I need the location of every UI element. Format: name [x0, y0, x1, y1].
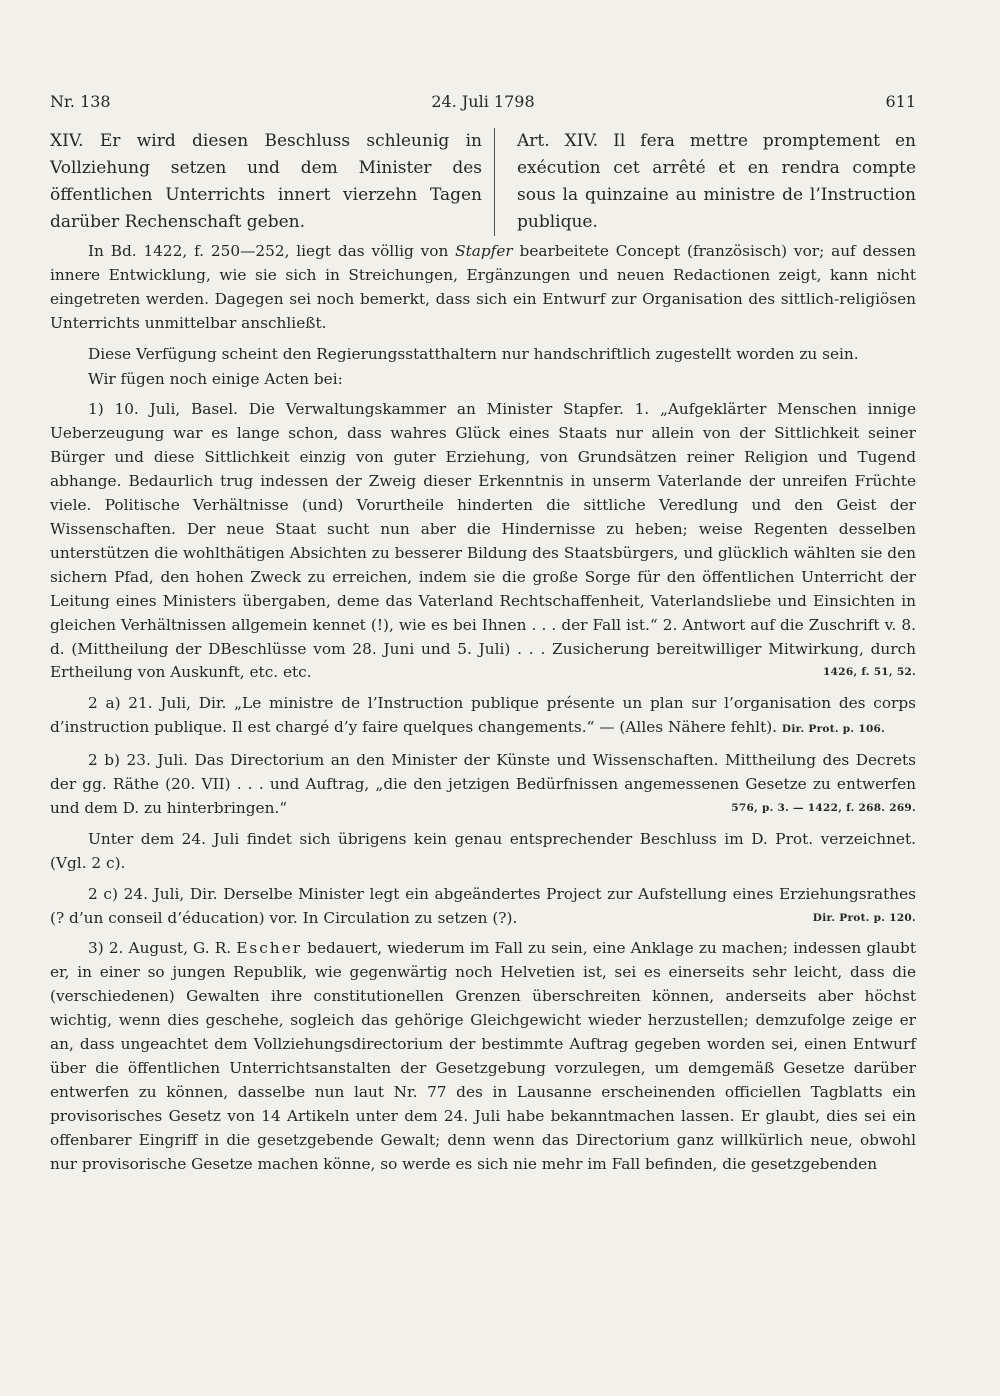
document-entry: 2 b) 23. Juli. Das Directorium an den Minister der Künste und Wissenschaften. Mittheilung des Decrets der gg. Räthe (20. VII) . . . und Auftrag, „die den jetzigen Bedürfnissen angemessenen Gesetze zu entwerfen und dem D. zu hinterbringen.“ 576, p. 3. — 1422, f. 268. 269.: [50, 749, 916, 821]
parallel-text-columns: [50, 128, 916, 236]
document-entry: 3) 2. August, G. R. Escher bedauert, wiederum im Fall zu sein, eine Anklage zu machen; indessen glaubt er, in einer so jungen Republik, wie gegenwärtig noch Helvetien ist, sei es einerseits sehr leicht, dass die (verschiedenen) Gewalten ihre constitutionellen Grenzen überschreiten können, anderseits aber höchst wichtig, wenn dies geschehe, sogleich das gehörige Gleichgewicht wieder herzustellen; demzufolge zeige er an, dass ungeachtet dem Vollziehungsdirectorium der bestimmte Auftrag gegeben worden sei, einen Entwurf über die öffentlichen Unterrichtsanstalten der Gesetzgebung vorzulegen, um demgemäß Gesetze darüber entwerfen zu können, dasselbe nun laut Nr. 77 des in Lausanne erscheinenden officiellen Tagblatts ein provisorisches Gesetz von 14 Artikeln unter dem 24. Juli habe bekanntmachen lassen. Er glaubt, dies sei ein offenbarer Eingriff in die gesetzgebende Gewalt; denn wenn das Directorium ganz willkürlich neue, obwohl nur provisorische Gesetze machen könne, so werde es sich nie mehr im Fall befinden, die gesetzgebenden: [50, 939, 916, 1173]
note-paragraph: Wir fügen noch einige Acten bei:: [88, 369, 343, 388]
page-header: [50, 92, 916, 114]
person-name: Stapfer: [455, 242, 513, 260]
german-text-column: XIV. Er wird diesen Beschluss schleunig in Vollziehung setzen und dem Minister des öffentlichen Unterrichts innert vierzehn Tagen darüber Rechenschaft geben.: [50, 128, 495, 236]
editorial-notes: [50, 240, 916, 1177]
source-reference: 1426, f. 51, 52.: [823, 666, 916, 679]
note-paragraph: In Bd. 1422, f. 250—252, liegt das völlig von Stapfer bearbeitete Concept (französisch) vor; auf dessen innere Entwicklung, wie sie sich in Streichungen, Ergänzungen und neuen Redactionen zeigt, kann nicht eingetreten werden. Dagegen sei noch bemerkt, dass sich ein Entwurf zur Organisation des sittlich-religiösen Unterrichts unmittelbar anschließt.: [50, 242, 916, 332]
page-number: 611: [885, 92, 916, 111]
document-date: 24. Juli 1798: [431, 92, 535, 111]
document-entry: 2 a) 21. Juli, Dir. „Le ministre de l’Instruction publique présente un plan sur l’organisation des corps d’instruction publique. Il est chargé d’y faire quelques changements.“ — (Alles Nähere fehlt). Dir. Prot. p. 106.: [50, 694, 916, 737]
document-number: Nr. 138: [50, 92, 111, 111]
note-paragraph: Diese Verfügung scheint den Regierungsstatthaltern nur handschriftlich zugestellt worden zu sein.: [88, 344, 859, 363]
french-text-column: Art. XIV. Il fera mettre promptement en exécution cet arrêté et en rendra compte sous la quinzaine au ministre de l’Instruction publique.: [517, 131, 916, 232]
source-reference: Dir. Prot. p. 106.: [781, 723, 886, 736]
person-name: Escher: [236, 939, 303, 958]
document-entry: 2 c) 24. Juli, Dir. Derselbe Minister legt ein abgeändertes Project zur Aufstellung eines Erziehungsrathes (? d’un conseil d’éducation) vor. In Circulation zu setzen (?). Dir. Prot. p. 120.: [50, 883, 916, 931]
source-reference: 576, p. 3. — 1422, f. 268. 269.: [731, 801, 916, 814]
note-paragraph: Unter dem 24. Juli findet sich übrigens kein genau entsprechender Beschluss im D. Prot. verzeichnet. (Vgl. 2 c).: [50, 829, 916, 872]
source-reference: Dir. Prot. p. 120.: [812, 911, 916, 924]
document-entry: 1) 10. Juli, Basel. Die Verwaltungskammer an Minister Stapfer. 1. „Aufgeklärter Menschen innige Ueberzeugung war es lange schon, dass wahres Glück eines Staats nur allein von der Sittlichkeit seiner Bürger und diese Sittlichkeit einzig von guter Erziehung, von Grundsätzen reiner Religion und Tugend abhange. Bedaurlich trug indessen der Zweig dieser Erkenntnis in unserm Vaterlande der unreifen Früchte viele. Politische Verhältnisse (und) Vorurtheile hinderten die sittliche Veredlung und den Geist der Wissenschaften. Der neue Staat sucht nun aber die Hindernisse zu heben; weise Regenten desselben unterstützen die wohlthätigen Absichten zu besserer Bildung des Staatsbürgers, und glücklich wählten sie den sichern Pfad, den hohen Zweck zu erreichen, indem sie die große Sorge für den öffentlichen Unterricht der Leitung eines Ministers übergaben, deme das Vaterland Rechtschaffenheit, Vaterlandsliebe und Einsichten in gleichen Verhältnissen allgemein kennet (!), wie es bei Ihnen . . . der Fall ist.“ 2. Antwort auf die Zuschrift v. 8. d. (Mittheilung der DBeschlüsse vom 28. Juni und 5. Juli) . . . Zusicherung bereitwilliger Mitwirkung, durch Ertheilung von Auskunft, etc. etc. 1426, f. 51, 52.: [50, 398, 916, 685]
